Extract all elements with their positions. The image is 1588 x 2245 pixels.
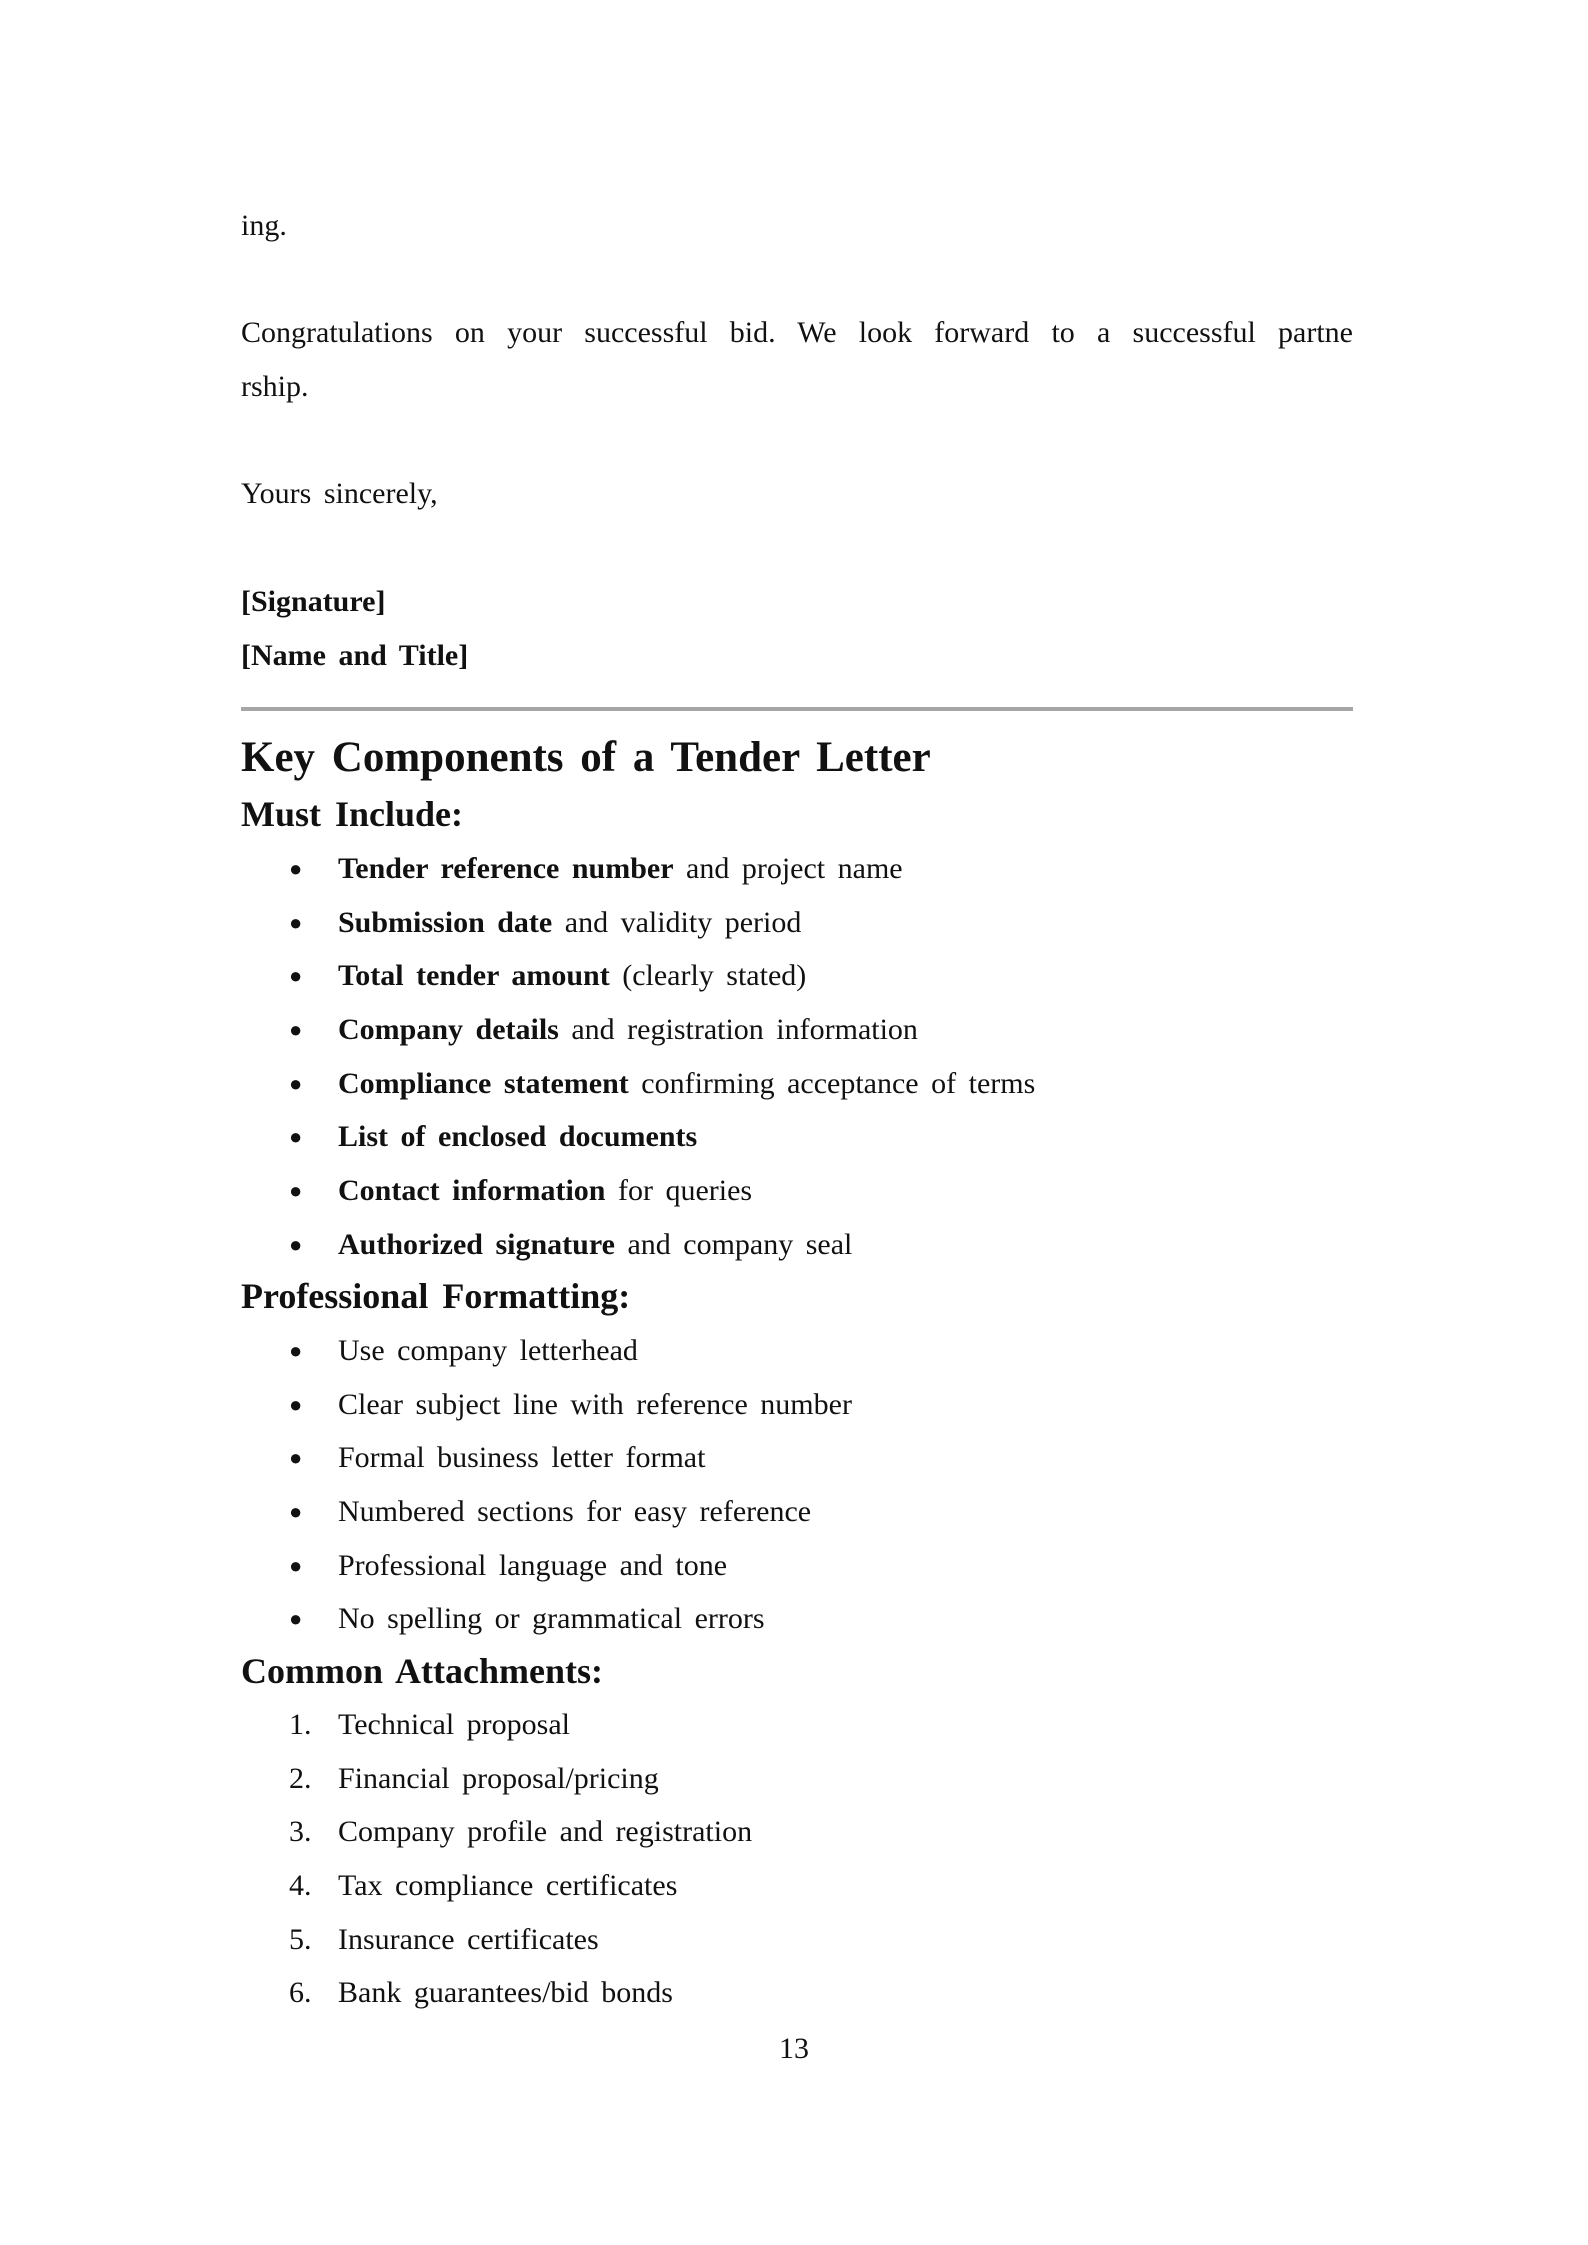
list-item-text: Clear subject line with reference number — [338, 1387, 852, 1421]
list-item — [241, 896, 1035, 950]
list-item-text: and registration information — [558, 1013, 918, 1047]
list-item — [241, 949, 1035, 1003]
list-item — [241, 1539, 852, 1593]
list-item-bold-text: Company details — [338, 1013, 559, 1047]
bullet-icon: ● — [289, 1017, 303, 1043]
list-item-text: and company seal — [614, 1227, 853, 1261]
list-item — [241, 1966, 752, 2020]
list-item-bold-text: Compliance statement — [338, 1066, 629, 1100]
closing-paragraph-line-2: rship. — [241, 370, 309, 403]
attachments-list — [241, 1698, 752, 2020]
list-item — [241, 842, 1035, 896]
list-item-text: confirming acceptance of terms — [628, 1066, 1036, 1100]
bullet-icon: ● — [289, 1552, 303, 1578]
bullet-icon: ● — [289, 1499, 303, 1525]
bullet-icon: ● — [289, 1124, 303, 1150]
list-item — [241, 1110, 1035, 1164]
list-number: 1. — [289, 1708, 312, 1741]
signature-placeholder: [Signature] — [241, 585, 386, 618]
list-item — [241, 1218, 1035, 1272]
list-item — [241, 1057, 1035, 1111]
attachments-heading: Common Attachments: — [241, 1651, 603, 1691]
list-item — [241, 1805, 752, 1859]
list-item — [241, 1431, 852, 1485]
list-number: 2. — [289, 1761, 312, 1795]
bullet-icon: ● — [289, 1070, 303, 1096]
list-item — [241, 1913, 752, 1967]
horizontal-rule — [241, 707, 1353, 711]
bullet-icon: ● — [289, 1231, 303, 1257]
bullet-icon: ● — [289, 1338, 303, 1363]
section-title: Key Components of a Tender Letter — [241, 734, 931, 781]
list-item-text: Technical proposal — [338, 1708, 570, 1741]
list-item — [241, 1003, 1035, 1057]
bullet-icon: ● — [289, 909, 303, 935]
list-number: 5. — [289, 1922, 312, 1956]
list-item-bold-text: Authorized signature — [338, 1227, 615, 1261]
must-include-heading: Must Include: — [241, 794, 464, 834]
list-item — [241, 1698, 752, 1752]
list-number: 4. — [289, 1869, 312, 1903]
page-number: 13 — [779, 2032, 809, 2065]
list-number: 3. — [289, 1815, 312, 1849]
list-item-bold-text: Tender reference number — [338, 852, 674, 885]
list-item-bold-text: Contact information — [338, 1174, 606, 1208]
list-item-text: Insurance certificates — [338, 1922, 599, 1956]
list-item — [241, 1485, 852, 1539]
list-item-text: and project name — [673, 852, 903, 885]
list-item-text: Numbered sections for easy reference — [338, 1495, 812, 1529]
list-item-text: Bank guarantees/bid bonds — [338, 1976, 673, 2010]
list-item-text: Financial proposal/pricing — [338, 1761, 659, 1795]
list-item-text: No spelling or grammatical errors — [338, 1602, 765, 1636]
bullet-icon: ● — [289, 1178, 303, 1204]
name-title-placeholder: [Name and Title] — [241, 639, 469, 672]
formatting-list — [241, 1324, 852, 1646]
list-item — [241, 1324, 852, 1378]
list-item — [241, 1164, 1035, 1218]
list-item-bold-text: Total tender amount — [338, 959, 610, 993]
closing-paragraph-line-1: Congratulations on your successful bid. We look forward to a successful partne — [241, 316, 1353, 349]
list-item-text: and validity period — [552, 905, 802, 939]
bullet-icon: ● — [289, 1445, 303, 1471]
list-item-text: for queries — [605, 1174, 753, 1208]
list-item — [241, 1378, 852, 1432]
list-item — [241, 1752, 752, 1806]
formatting-heading: Professional Formatting: — [241, 1276, 631, 1316]
must-include-list — [241, 842, 1035, 1272]
bullet-icon: ● — [289, 1606, 303, 1632]
bullet-icon: ● — [289, 963, 303, 989]
bullet-icon: ● — [289, 1391, 303, 1417]
list-item-text: Use company letterhead — [338, 1334, 638, 1367]
list-item — [241, 1592, 852, 1646]
list-item-text: Company profile and registration — [338, 1815, 753, 1849]
list-item — [241, 1859, 752, 1913]
salutation: Yours sincerely, — [241, 477, 438, 510]
continuation-text: ing. — [241, 209, 287, 242]
list-item-text: (clearly stated) — [609, 959, 807, 993]
bullet-icon: ● — [289, 856, 303, 881]
list-item-text: Tax compliance certificates — [338, 1869, 678, 1903]
list-item-bold-text: List of enclosed documents — [338, 1120, 698, 1154]
list-item-text: Formal business letter format — [338, 1441, 706, 1475]
list-item-bold-text: Submission date — [338, 905, 553, 939]
list-item-text: Professional language and tone — [338, 1548, 728, 1582]
list-number: 6. — [289, 1976, 312, 2010]
